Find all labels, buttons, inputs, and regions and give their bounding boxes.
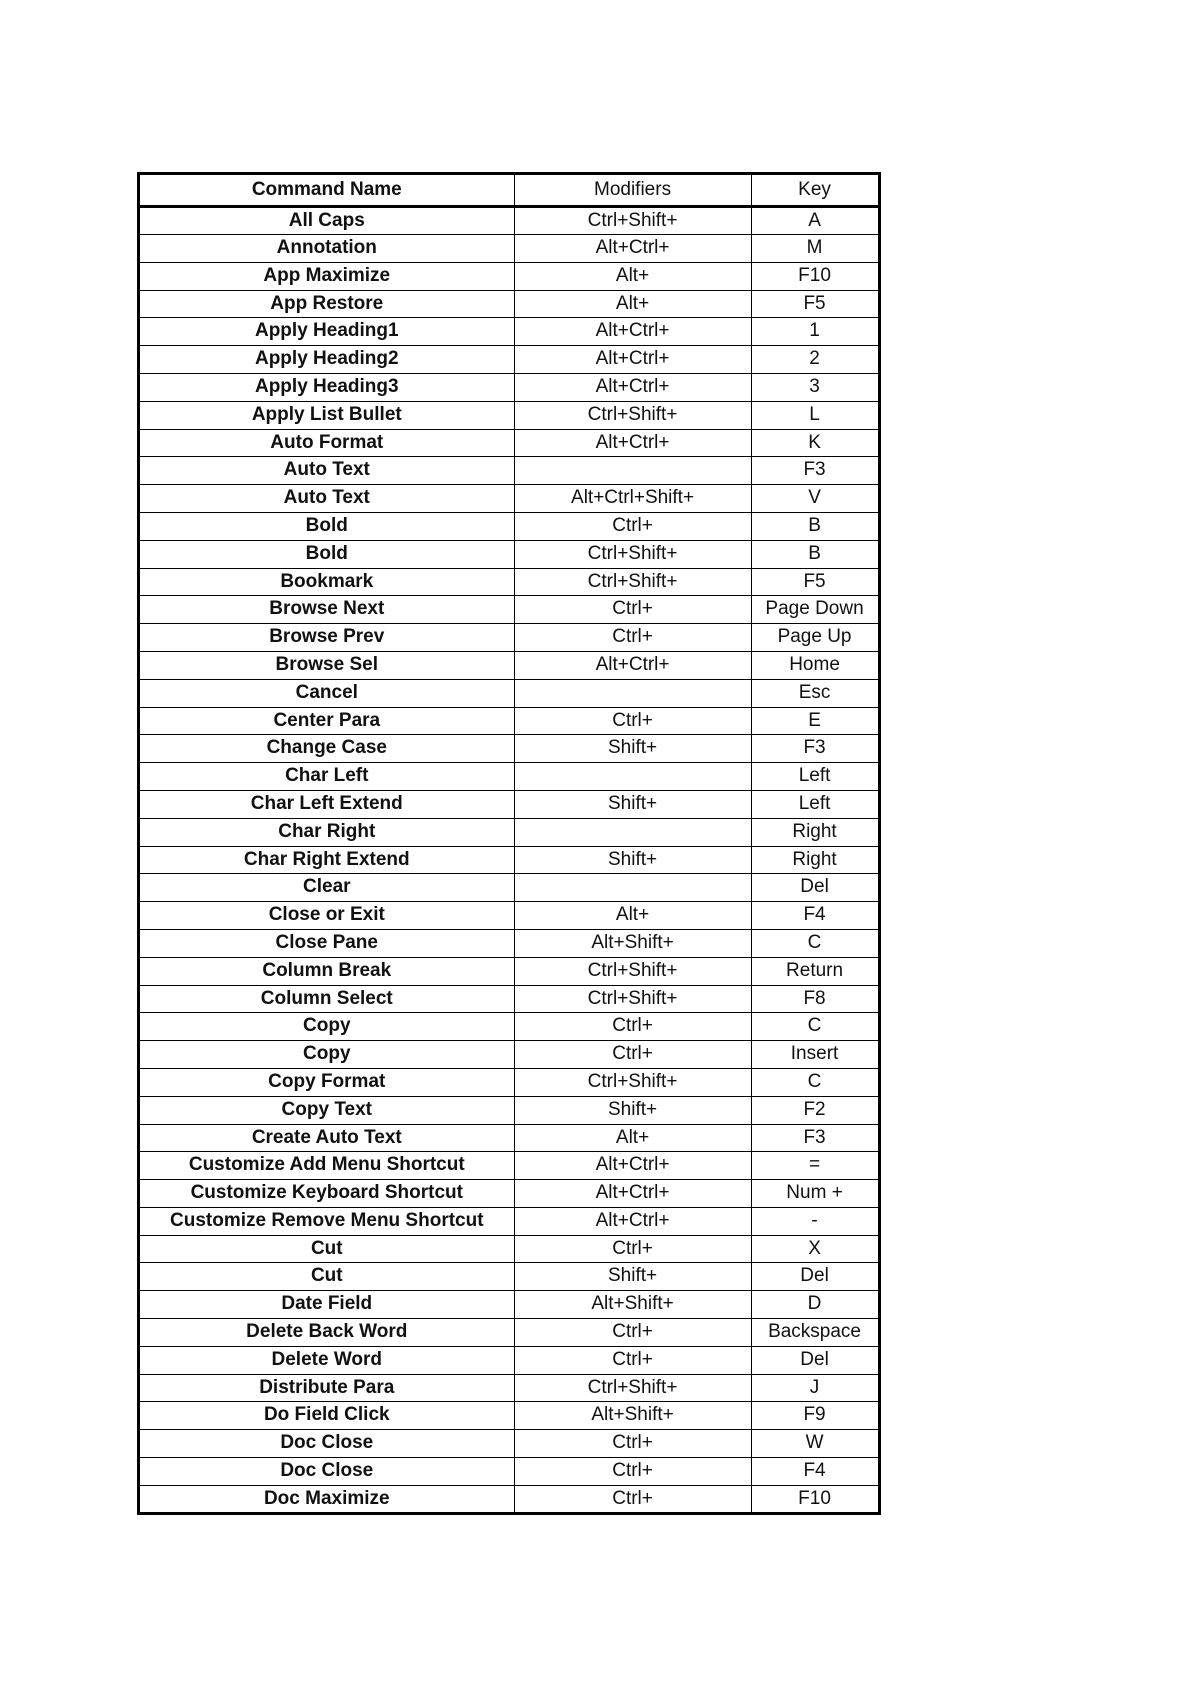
modifiers-cell: Ctrl+ <box>514 1013 751 1041</box>
key-cell: Del <box>751 1263 879 1291</box>
table-row <box>139 373 880 401</box>
command-name-cell: Browse Sel <box>139 651 515 679</box>
column-header-key: Key <box>751 174 879 207</box>
modifiers-cell: Ctrl+Shift+ <box>514 957 751 985</box>
modifiers-cell: Shift+ <box>514 1263 751 1291</box>
table-row <box>139 624 880 652</box>
key-cell: Left <box>751 763 879 791</box>
command-name-cell: Browse Next <box>139 596 515 624</box>
modifiers-cell: Ctrl+Shift+ <box>514 540 751 568</box>
table-row <box>139 957 880 985</box>
table-row <box>139 846 880 874</box>
key-cell: W <box>751 1430 879 1458</box>
key-cell: 3 <box>751 373 879 401</box>
command-name-cell: Annotation <box>139 235 515 263</box>
key-cell: F9 <box>751 1402 879 1430</box>
key-cell: F4 <box>751 902 879 930</box>
table-row <box>139 1319 880 1347</box>
command-name-cell: Cut <box>139 1263 515 1291</box>
command-name-cell: Char Left Extend <box>139 790 515 818</box>
table-row <box>139 707 880 735</box>
table-row <box>139 1485 880 1513</box>
table-row <box>139 401 880 429</box>
command-name-cell: Copy <box>139 1013 515 1041</box>
key-cell: C <box>751 929 879 957</box>
modifiers-cell: Ctrl+ <box>514 1485 751 1513</box>
key-cell: K <box>751 429 879 457</box>
table-row <box>139 485 880 513</box>
command-name-cell: Doc Close <box>139 1458 515 1486</box>
modifiers-cell: Ctrl+ <box>514 596 751 624</box>
modifiers-cell: Alt+Shift+ <box>514 1291 751 1319</box>
table-row <box>139 540 880 568</box>
command-name-cell: Bold <box>139 512 515 540</box>
modifiers-cell: Alt+ <box>514 902 751 930</box>
key-cell: Left <box>751 790 879 818</box>
modifiers-cell: Alt+Shift+ <box>514 1402 751 1430</box>
command-name-cell: Column Select <box>139 985 515 1013</box>
command-name-cell: Distribute Para <box>139 1374 515 1402</box>
table-row <box>139 1291 880 1319</box>
table-row <box>139 1152 880 1180</box>
table-row <box>139 235 880 263</box>
table-row <box>139 790 880 818</box>
modifiers-cell: Ctrl+ <box>514 1346 751 1374</box>
table-row <box>139 1068 880 1096</box>
command-name-cell: Apply Heading2 <box>139 346 515 374</box>
command-name-cell: Close Pane <box>139 929 515 957</box>
modifiers-cell: Ctrl+ <box>514 1235 751 1263</box>
key-cell: M <box>751 235 879 263</box>
key-cell: L <box>751 401 879 429</box>
key-cell: F5 <box>751 290 879 318</box>
command-name-cell: All Caps <box>139 207 515 235</box>
table-row <box>139 1041 880 1069</box>
modifiers-cell: Alt+Ctrl+ <box>514 651 751 679</box>
modifiers-cell <box>514 763 751 791</box>
modifiers-cell: Ctrl+ <box>514 707 751 735</box>
command-name-cell: Apply List Bullet <box>139 401 515 429</box>
command-name-cell: Doc Close <box>139 1430 515 1458</box>
modifiers-cell: Ctrl+Shift+ <box>514 1068 751 1096</box>
command-name-cell: Customize Keyboard Shortcut <box>139 1180 515 1208</box>
table-row <box>139 596 880 624</box>
key-cell: A <box>751 207 879 235</box>
table-row <box>139 763 880 791</box>
modifiers-cell: Shift+ <box>514 790 751 818</box>
command-name-cell: Apply Heading1 <box>139 318 515 346</box>
key-cell: X <box>751 1235 879 1263</box>
command-name-cell: Apply Heading3 <box>139 373 515 401</box>
command-name-cell: Bold <box>139 540 515 568</box>
key-cell: Right <box>751 846 879 874</box>
table-row <box>139 651 880 679</box>
modifiers-cell: Shift+ <box>514 846 751 874</box>
modifiers-cell: Alt+Shift+ <box>514 929 751 957</box>
command-name-cell: Auto Text <box>139 457 515 485</box>
table-header <box>139 174 880 207</box>
modifiers-cell: Ctrl+ <box>514 1430 751 1458</box>
table-row <box>139 1124 880 1152</box>
key-cell: J <box>751 1374 879 1402</box>
key-cell: F2 <box>751 1096 879 1124</box>
table-row <box>139 1013 880 1041</box>
key-cell: F3 <box>751 735 879 763</box>
table-row <box>139 1235 880 1263</box>
modifiers-cell: Ctrl+Shift+ <box>514 1374 751 1402</box>
command-name-cell: Do Field Click <box>139 1402 515 1430</box>
command-name-cell: Create Auto Text <box>139 1124 515 1152</box>
table-row <box>139 207 880 235</box>
modifiers-cell: Alt+ <box>514 1124 751 1152</box>
modifiers-cell: Alt+Ctrl+ <box>514 1152 751 1180</box>
command-name-cell: Clear <box>139 874 515 902</box>
modifiers-cell: Ctrl+Shift+ <box>514 207 751 235</box>
key-cell: Backspace <box>751 1319 879 1347</box>
table-row <box>139 1430 880 1458</box>
modifiers-cell: Ctrl+ <box>514 624 751 652</box>
modifiers-cell: Alt+Ctrl+Shift+ <box>514 485 751 513</box>
key-cell: Page Up <box>751 624 879 652</box>
modifiers-cell: Alt+ <box>514 262 751 290</box>
modifiers-cell: Alt+Ctrl+ <box>514 318 751 346</box>
modifiers-cell: Alt+Ctrl+ <box>514 235 751 263</box>
command-name-cell: Copy Text <box>139 1096 515 1124</box>
command-name-cell: Delete Word <box>139 1346 515 1374</box>
table-body <box>139 207 880 1514</box>
key-cell: F4 <box>751 1458 879 1486</box>
modifiers-cell: Shift+ <box>514 735 751 763</box>
command-name-cell: Char Left <box>139 763 515 791</box>
modifiers-cell: Ctrl+Shift+ <box>514 401 751 429</box>
command-name-cell: Doc Maximize <box>139 1485 515 1513</box>
command-name-cell: Delete Back Word <box>139 1319 515 1347</box>
key-cell: B <box>751 540 879 568</box>
table-row <box>139 929 880 957</box>
table-row <box>139 1374 880 1402</box>
modifiers-cell: Ctrl+ <box>514 1458 751 1486</box>
modifiers-cell <box>514 818 751 846</box>
key-cell: F10 <box>751 1485 879 1513</box>
command-name-cell: Center Para <box>139 707 515 735</box>
command-name-cell: Auto Format <box>139 429 515 457</box>
key-cell: B <box>751 512 879 540</box>
command-name-cell: Customize Remove Menu Shortcut <box>139 1207 515 1235</box>
modifiers-cell: Ctrl+ <box>514 1319 751 1347</box>
command-name-cell: Change Case <box>139 735 515 763</box>
key-cell: F3 <box>751 1124 879 1152</box>
command-name-cell: Char Right Extend <box>139 846 515 874</box>
command-name-cell: Copy <box>139 1041 515 1069</box>
table-row <box>139 262 880 290</box>
table-row <box>139 429 880 457</box>
modifiers-cell: Alt+Ctrl+ <box>514 346 751 374</box>
table-row <box>139 346 880 374</box>
key-cell: F5 <box>751 568 879 596</box>
key-cell: C <box>751 1068 879 1096</box>
table-row <box>139 735 880 763</box>
table-row <box>139 874 880 902</box>
modifiers-cell: Alt+ <box>514 290 751 318</box>
command-name-cell: Copy Format <box>139 1068 515 1096</box>
key-cell: Num + <box>751 1180 879 1208</box>
key-cell: Insert <box>751 1041 879 1069</box>
command-name-cell: Column Break <box>139 957 515 985</box>
header-row <box>139 174 880 207</box>
modifiers-cell: Shift+ <box>514 1096 751 1124</box>
table-row <box>139 568 880 596</box>
key-cell: E <box>751 707 879 735</box>
command-name-cell: Auto Text <box>139 485 515 513</box>
command-name-cell: App Maximize <box>139 262 515 290</box>
key-cell: Home <box>751 651 879 679</box>
modifiers-cell: Alt+Ctrl+ <box>514 429 751 457</box>
table-row <box>139 1402 880 1430</box>
table-row <box>139 1180 880 1208</box>
modifiers-cell: Alt+Ctrl+ <box>514 1180 751 1208</box>
table-row <box>139 290 880 318</box>
command-name-cell: Cancel <box>139 679 515 707</box>
table-row <box>139 512 880 540</box>
key-cell: Del <box>751 1346 879 1374</box>
table-row <box>139 1263 880 1291</box>
modifiers-cell: Ctrl+ <box>514 512 751 540</box>
table-row <box>139 1207 880 1235</box>
modifiers-cell <box>514 457 751 485</box>
key-cell: 2 <box>751 346 879 374</box>
modifiers-cell: Ctrl+Shift+ <box>514 985 751 1013</box>
key-cell: Esc <box>751 679 879 707</box>
command-name-cell: Cut <box>139 1235 515 1263</box>
command-name-cell: Bookmark <box>139 568 515 596</box>
modifiers-cell: Ctrl+Shift+ <box>514 568 751 596</box>
key-cell: F8 <box>751 985 879 1013</box>
modifiers-cell <box>514 679 751 707</box>
table-row <box>139 1096 880 1124</box>
table-row <box>139 679 880 707</box>
table-row <box>139 818 880 846</box>
shortcut-table <box>137 172 881 1515</box>
modifiers-cell: Alt+Ctrl+ <box>514 1207 751 1235</box>
key-cell: Return <box>751 957 879 985</box>
command-name-cell: Date Field <box>139 1291 515 1319</box>
column-header-command-name: Command Name <box>139 174 515 207</box>
key-cell: F3 <box>751 457 879 485</box>
key-cell: D <box>751 1291 879 1319</box>
modifiers-cell: Alt+Ctrl+ <box>514 373 751 401</box>
key-cell: C <box>751 1013 879 1041</box>
key-cell: F10 <box>751 262 879 290</box>
table-row <box>139 1346 880 1374</box>
table-row <box>139 985 880 1013</box>
key-cell: Page Down <box>751 596 879 624</box>
key-cell: Del <box>751 874 879 902</box>
key-cell: = <box>751 1152 879 1180</box>
modifiers-cell <box>514 874 751 902</box>
key-cell: - <box>751 1207 879 1235</box>
command-name-cell: Close or Exit <box>139 902 515 930</box>
table-row <box>139 318 880 346</box>
command-name-cell: App Restore <box>139 290 515 318</box>
key-cell: Right <box>751 818 879 846</box>
table-row <box>139 902 880 930</box>
command-name-cell: Char Right <box>139 818 515 846</box>
table-row <box>139 1458 880 1486</box>
key-cell: 1 <box>751 318 879 346</box>
column-header-modifiers: Modifiers <box>514 174 751 207</box>
modifiers-cell: Ctrl+ <box>514 1041 751 1069</box>
key-cell: V <box>751 485 879 513</box>
command-name-cell: Browse Prev <box>139 624 515 652</box>
table-row <box>139 457 880 485</box>
command-name-cell: Customize Add Menu Shortcut <box>139 1152 515 1180</box>
